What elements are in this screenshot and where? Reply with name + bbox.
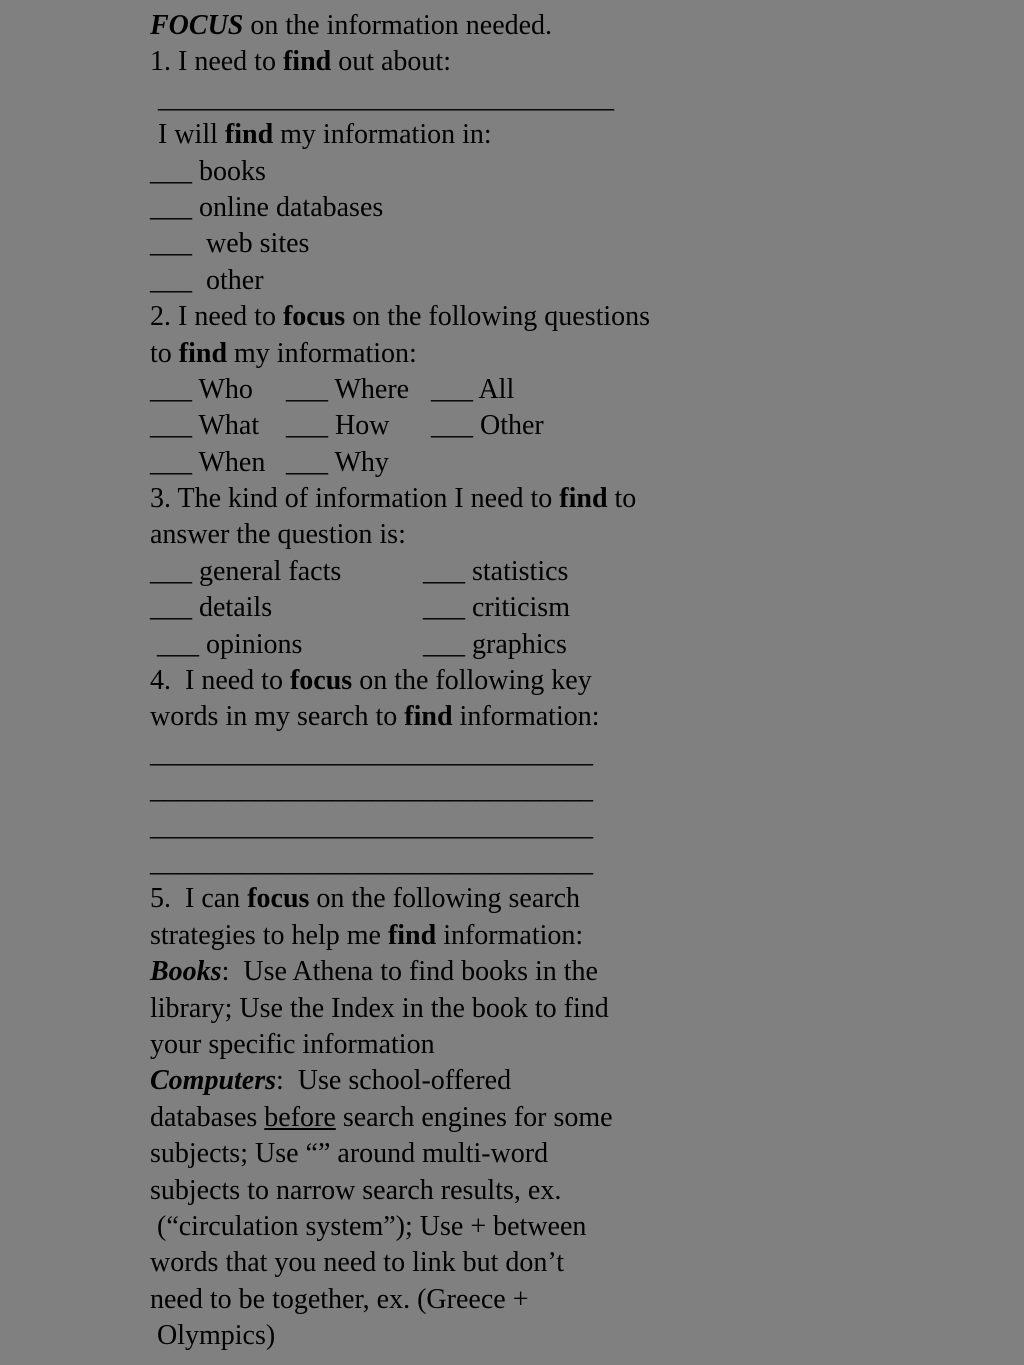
worksheet	[150, 8, 750, 1354]
question-5-cont: strategies to help me find information:	[150, 919, 584, 951]
option-why: ___ Why	[286, 446, 389, 478]
books-strategy-cont: library; Use the Index in the book to find	[150, 992, 609, 1024]
question-options-row	[150, 408, 750, 444]
computers-label: Computers	[150, 1065, 277, 1097]
computers-strategy-cont: words that you need to link but don’t	[150, 1247, 564, 1279]
question-2: 2. I need to focus on the following questions	[150, 301, 651, 333]
info-type-row	[150, 627, 750, 663]
option-general-facts: ___ general facts	[150, 555, 342, 587]
option-what: ___ What	[150, 410, 260, 442]
option-where: ___ Where	[286, 373, 410, 405]
question-2-cont: to find my information:	[150, 337, 417, 369]
keyword-line: __________________________________	[150, 810, 592, 842]
source-prompt: I will find my information in:	[158, 119, 492, 151]
option-criticism: ___ criticism	[423, 592, 570, 624]
computers-strategy-cont: Olympics)	[150, 1320, 276, 1352]
option-when: ___ When	[150, 446, 266, 478]
question-3-cont: answer the question is:	[150, 519, 406, 551]
focus-intro: FOCUS on the information needed.	[150, 10, 553, 41]
keyword-line: __________________________________	[150, 774, 592, 806]
option-online-databases: ___ online databases	[150, 191, 384, 223]
question-1: 1. I need to find out about:	[150, 46, 451, 78]
option-other: ___ other	[150, 264, 264, 296]
question-3: 3. The kind of information I need to find to	[150, 483, 637, 515]
option-graphics: ___ graphics	[423, 628, 567, 660]
question-4-cont: words in my search to find information:	[150, 701, 600, 733]
books-label: Books	[150, 956, 222, 988]
option-opinions: ___ opinions	[150, 628, 303, 660]
question-5: 5. I can focus on the following search	[150, 883, 581, 915]
question-options-row	[150, 372, 750, 408]
option-statistics: ___ statistics	[423, 555, 569, 587]
option-books: ___ books	[150, 155, 266, 187]
question-4: 4. I need to focus on the following key	[150, 665, 592, 697]
option-all: ___ All	[431, 373, 515, 405]
books-strategy-cont: your specific information	[150, 1028, 435, 1060]
option-who: ___ Who	[150, 373, 253, 405]
computers-strategy-cont: databases before search engines for some	[150, 1101, 613, 1133]
question-options-row	[150, 445, 750, 481]
answer-line: ___________________________________	[158, 82, 613, 114]
computers-strategy-cont: subjects to narrow search results, ex.	[150, 1174, 562, 1206]
keyword-line: __________________________________	[150, 737, 592, 769]
option-web-sites: ___ web sites	[150, 228, 310, 260]
info-type-row	[150, 590, 750, 626]
computers-strategy-cont: (“circulation system”); Use + between	[150, 1210, 587, 1242]
info-type-row	[150, 554, 750, 590]
option-how: ___ How	[286, 410, 390, 442]
focus-heading: FOCUS	[150, 10, 244, 41]
books-strategy: Books: Use Athena to find books in the	[150, 956, 598, 988]
before-emphasis: before	[264, 1101, 336, 1133]
computers-strategy: Computers: Use school-offered	[150, 1065, 512, 1097]
keyword-line: __________________________________	[150, 846, 592, 878]
computers-strategy-cont: subjects; Use “” around multi-word	[150, 1138, 549, 1170]
computers-strategy-cont: need to be together, ex. (Greece +	[150, 1283, 529, 1315]
option-other-question: ___ Other	[431, 410, 544, 442]
option-details: ___ details	[150, 592, 273, 624]
